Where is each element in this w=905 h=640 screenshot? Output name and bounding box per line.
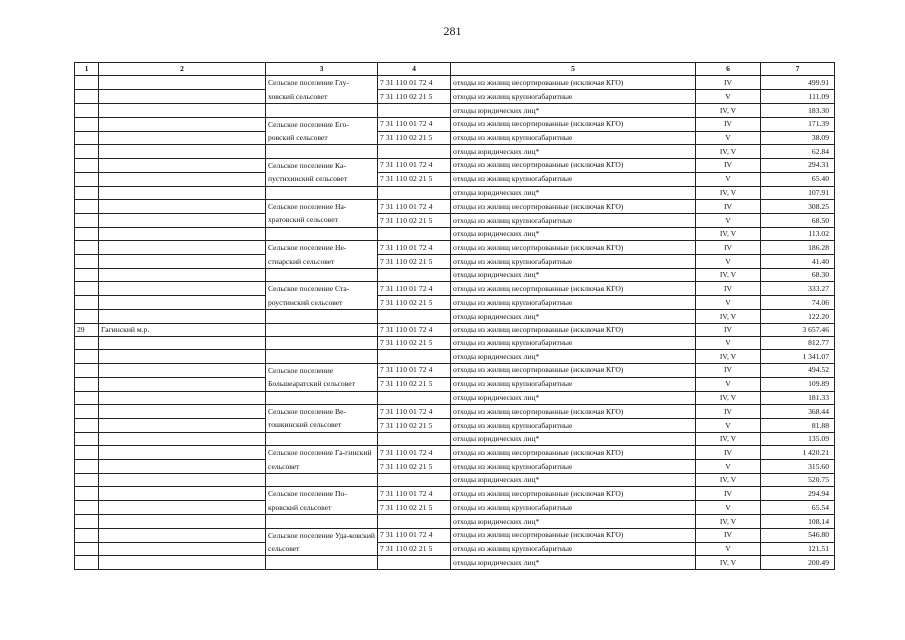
row-number-cell [75, 145, 99, 158]
row-number-cell [75, 90, 99, 104]
row-number-cell [75, 200, 99, 214]
waste-type-cell: отходы юридических лиц* [451, 310, 696, 323]
district-cell [99, 213, 266, 227]
table-row [75, 131, 835, 145]
row-number-cell [75, 104, 99, 117]
district-cell [99, 556, 266, 569]
table-row [75, 255, 835, 269]
table-row [75, 158, 835, 172]
district-cell [99, 377, 266, 391]
hazard-class-cell: IV [696, 282, 761, 296]
district-cell [99, 337, 266, 350]
table-row [75, 213, 835, 227]
amount-cell: 3 657.46 [761, 323, 835, 336]
table-row [75, 501, 835, 515]
settlement-cell [266, 145, 378, 158]
amount-cell: 121.51 [761, 542, 835, 556]
row-number-cell [75, 76, 99, 90]
hazard-class-cell: IV, V [696, 556, 761, 569]
amount-cell: 812.77 [761, 337, 835, 350]
settlement-cell [266, 323, 378, 336]
table-row [75, 418, 835, 432]
table-row [75, 350, 835, 363]
settlement-cell [266, 310, 378, 323]
amount-cell: 65.40 [761, 172, 835, 186]
waste-type-cell: отходы из жилищ несортированные (исключая КГО) [451, 117, 696, 131]
row-number-cell [75, 269, 99, 282]
district-cell [99, 76, 266, 90]
hazard-class-cell: IV [696, 528, 761, 542]
header-cell-5: 5 [451, 63, 696, 76]
code-cell [378, 104, 451, 117]
waste-type-cell: отходы из жилищ крупногабаритные [451, 418, 696, 432]
row-number-cell [75, 487, 99, 501]
amount-cell: 294.31 [761, 158, 835, 172]
waste-table [74, 62, 835, 570]
settlement-cell [266, 350, 378, 363]
settlement-cell: Сельское поселение Га-гинский сельсовет [266, 446, 378, 474]
waste-type-cell: отходы юридических лиц* [451, 186, 696, 199]
waste-type-cell: отходы из жилищ крупногабаритные [451, 172, 696, 186]
table-row [75, 323, 835, 336]
amount-cell: 74.06 [761, 296, 835, 310]
waste-type-cell: отходы юридических лиц* [451, 515, 696, 528]
header-cell-1: 1 [75, 63, 99, 76]
waste-type-cell: отходы из жилищ несортированные (исключая КГО) [451, 241, 696, 255]
waste-type-cell: отходы из жилищ крупногабаритные [451, 255, 696, 269]
amount-cell: 200.49 [761, 556, 835, 569]
row-number-cell [75, 404, 99, 418]
header-cell-4: 4 [378, 63, 451, 76]
waste-type-cell: отходы из жилищ несортированные (исключая КГО) [451, 200, 696, 214]
hazard-class-cell: IV [696, 487, 761, 501]
row-number-cell [75, 432, 99, 445]
hazard-class-cell: V [696, 172, 761, 186]
table-row [75, 186, 835, 199]
code-cell [378, 186, 451, 199]
hazard-class-cell: V [696, 501, 761, 515]
amount-cell: 499.91 [761, 76, 835, 90]
row-number-cell [75, 172, 99, 186]
row-number-cell [75, 241, 99, 255]
table-row [75, 528, 835, 542]
district-cell [99, 227, 266, 240]
code-cell: 7 31 110 02 21 5 [378, 542, 451, 556]
table-row [75, 310, 835, 323]
hazard-class-cell: V [696, 255, 761, 269]
code-cell [378, 350, 451, 363]
hazard-class-cell: IV, V [696, 186, 761, 199]
settlement-cell: Сельское поселение Уда-ковский сельсовет [266, 528, 378, 556]
waste-type-cell: отходы юридических лиц* [451, 104, 696, 117]
hazard-class-cell: IV, V [696, 350, 761, 363]
amount-cell: 315.60 [761, 460, 835, 474]
district-cell [99, 515, 266, 528]
amount-cell: 546.80 [761, 528, 835, 542]
settlement-cell: Сельское поселение Не-стиарский сельсовет [266, 241, 378, 269]
settlement-cell [266, 391, 378, 404]
hazard-class-cell: V [696, 377, 761, 391]
amount-cell: 294.94 [761, 487, 835, 501]
waste-type-cell: отходы из жилищ крупногабаритные [451, 542, 696, 556]
settlement-cell: Сельское поселение На-хратовский сельсовет [266, 200, 378, 228]
code-cell: 7 31 110 01 72 4 [378, 487, 451, 501]
header-cell-6: 6 [696, 63, 761, 76]
code-cell: 7 31 110 01 72 4 [378, 241, 451, 255]
row-number-cell [75, 528, 99, 542]
row-number-cell [75, 377, 99, 391]
row-number-cell [75, 418, 99, 432]
district-cell [99, 391, 266, 404]
code-cell: 7 31 110 01 72 4 [378, 158, 451, 172]
code-cell: 7 31 110 02 21 5 [378, 90, 451, 104]
amount-cell: 1 341.07 [761, 350, 835, 363]
hazard-class-cell: IV [696, 363, 761, 377]
hazard-class-cell: V [696, 296, 761, 310]
waste-type-cell: отходы из жилищ несортированные (исключая КГО) [451, 446, 696, 460]
district-cell [99, 104, 266, 117]
amount-cell: 171.39 [761, 117, 835, 131]
amount-cell: 183.30 [761, 104, 835, 117]
waste-type-cell: отходы из жилищ крупногабаритные [451, 213, 696, 227]
table-row [75, 363, 835, 377]
amount-cell: 494.52 [761, 363, 835, 377]
code-cell: 7 31 110 01 72 4 [378, 76, 451, 90]
district-cell [99, 269, 266, 282]
settlement-cell: Сельское поселение Ста-роустинский сельсовет [266, 282, 378, 310]
code-cell: 7 31 110 01 72 4 [378, 117, 451, 131]
table-row [75, 515, 835, 528]
code-cell: 7 31 110 02 21 5 [378, 255, 451, 269]
waste-type-cell: отходы из жилищ крупногабаритные [451, 296, 696, 310]
hazard-class-cell: V [696, 460, 761, 474]
waste-type-cell: отходы из жилищ несортированные (исключая КГО) [451, 404, 696, 418]
amount-cell: 68.50 [761, 213, 835, 227]
code-cell: 7 31 110 02 21 5 [378, 501, 451, 515]
row-number-cell [75, 515, 99, 528]
district-cell [99, 432, 266, 445]
code-cell [378, 515, 451, 528]
settlement-cell: Сельское поселение Его-ровский сельсовет [266, 117, 378, 145]
header-cell-7: 7 [761, 63, 835, 76]
district-cell [99, 487, 266, 501]
row-number-cell [75, 542, 99, 556]
table-row [75, 337, 835, 350]
page-number: 281 [443, 24, 462, 38]
settlement-cell [266, 104, 378, 117]
row-number-cell [75, 446, 99, 460]
hazard-class-cell: IV [696, 76, 761, 90]
amount-cell: 38.09 [761, 131, 835, 145]
code-cell: 7 31 110 02 21 5 [378, 337, 451, 350]
table-row [75, 556, 835, 569]
row-number-cell [75, 158, 99, 172]
table-row [75, 76, 835, 90]
code-cell: 7 31 110 02 21 5 [378, 172, 451, 186]
code-cell: 7 31 110 01 72 4 [378, 446, 451, 460]
code-cell: 7 31 110 01 72 4 [378, 323, 451, 336]
row-number-cell [75, 501, 99, 515]
waste-type-cell: отходы из жилищ крупногабаритные [451, 131, 696, 145]
table-row [75, 104, 835, 117]
amount-cell: 1 420.21 [761, 446, 835, 460]
district-cell: Гагинский м.р. [99, 323, 266, 336]
waste-type-cell: отходы из жилищ крупногабаритные [451, 501, 696, 515]
header-cell-2: 2 [99, 63, 266, 76]
waste-type-cell: отходы юридических лиц* [451, 227, 696, 240]
waste-type-cell: отходы из жилищ несортированные (исключая КГО) [451, 363, 696, 377]
amount-cell: 135.09 [761, 432, 835, 445]
settlement-cell: Сельское поселение По-кровский сельсовет [266, 487, 378, 515]
row-number-cell [75, 227, 99, 240]
hazard-class-cell: IV, V [696, 104, 761, 117]
row-number-cell [75, 556, 99, 569]
waste-type-cell: отходы из жилищ несортированные (исключая КГО) [451, 282, 696, 296]
hazard-class-cell: IV [696, 404, 761, 418]
waste-type-cell: отходы юридических лиц* [451, 269, 696, 282]
table-row [75, 145, 835, 158]
settlement-cell: Сельское поселение Ве-тошкинский сельсовет [266, 404, 378, 432]
district-cell [99, 446, 266, 460]
code-cell: 7 31 110 02 21 5 [378, 131, 451, 145]
settlement-cell [266, 515, 378, 528]
amount-cell: 109.89 [761, 377, 835, 391]
settlement-cell [266, 556, 378, 569]
row-number-cell [75, 350, 99, 363]
waste-type-cell: отходы юридических лиц* [451, 474, 696, 487]
code-cell [378, 145, 451, 158]
hazard-class-cell: V [696, 418, 761, 432]
settlement-cell [266, 227, 378, 240]
amount-cell: 333.27 [761, 282, 835, 296]
row-number-cell: 29 [75, 323, 99, 336]
row-number-cell [75, 363, 99, 377]
district-cell [99, 145, 266, 158]
amount-cell: 181.33 [761, 391, 835, 404]
settlement-cell: Сельское поселение Глу-ховский сельсовет [266, 76, 378, 104]
waste-type-cell: отходы юридических лиц* [451, 350, 696, 363]
settlement-cell [266, 432, 378, 445]
settlement-cell [266, 186, 378, 199]
row-number-cell [75, 474, 99, 487]
hazard-class-cell: IV [696, 117, 761, 131]
row-number-cell [75, 186, 99, 199]
waste-type-cell: отходы из жилищ крупногабаритные [451, 377, 696, 391]
code-cell [378, 432, 451, 445]
code-cell: 7 31 110 02 21 5 [378, 296, 451, 310]
code-cell: 7 31 110 01 72 4 [378, 404, 451, 418]
table-row [75, 432, 835, 445]
table-row [75, 446, 835, 460]
row-number-cell [75, 213, 99, 227]
code-cell: 7 31 110 02 21 5 [378, 460, 451, 474]
amount-cell: 111.09 [761, 90, 835, 104]
hazard-class-cell: IV, V [696, 391, 761, 404]
row-number-cell [75, 255, 99, 269]
row-number-cell [75, 117, 99, 131]
table-row [75, 172, 835, 186]
district-cell [99, 542, 266, 556]
code-cell [378, 391, 451, 404]
hazard-class-cell: IV [696, 446, 761, 460]
table-row [75, 90, 835, 104]
waste-type-cell: отходы из жилищ несортированные (исключая КГО) [451, 323, 696, 336]
hazard-class-cell: IV, V [696, 310, 761, 323]
row-number-cell [75, 131, 99, 145]
hazard-class-cell: IV [696, 241, 761, 255]
district-cell [99, 158, 266, 172]
district-cell [99, 282, 266, 296]
table-header-row [75, 63, 835, 76]
row-number-cell [75, 296, 99, 310]
hazard-class-cell: V [696, 337, 761, 350]
code-cell: 7 31 110 02 21 5 [378, 418, 451, 432]
district-cell [99, 418, 266, 432]
code-cell: 7 31 110 01 72 4 [378, 528, 451, 542]
table-row [75, 241, 835, 255]
waste-type-cell: отходы юридических лиц* [451, 145, 696, 158]
code-cell: 7 31 110 02 21 5 [378, 213, 451, 227]
amount-cell: 122.20 [761, 310, 835, 323]
table-row [75, 474, 835, 487]
amount-cell: 65.54 [761, 501, 835, 515]
district-cell [99, 255, 266, 269]
district-cell [99, 296, 266, 310]
amount-cell: 62.84 [761, 145, 835, 158]
table-body [75, 76, 835, 569]
amount-cell: 520.75 [761, 474, 835, 487]
header-cell-3: 3 [266, 63, 378, 76]
code-cell [378, 269, 451, 282]
code-cell [378, 310, 451, 323]
table-row [75, 282, 835, 296]
table-row [75, 377, 835, 391]
code-cell [378, 556, 451, 569]
waste-type-cell: отходы из жилищ крупногабаритные [451, 337, 696, 350]
district-cell [99, 310, 266, 323]
amount-cell: 186.28 [761, 241, 835, 255]
table-row [75, 487, 835, 501]
row-number-cell [75, 282, 99, 296]
row-number-cell [75, 460, 99, 474]
settlement-cell [266, 474, 378, 487]
row-number-cell [75, 310, 99, 323]
amount-cell: 68.30 [761, 269, 835, 282]
hazard-class-cell: IV, V [696, 515, 761, 528]
waste-type-cell: отходы из жилищ несортированные (исключая КГО) [451, 76, 696, 90]
hazard-class-cell: IV, V [696, 432, 761, 445]
district-cell [99, 241, 266, 255]
district-cell [99, 172, 266, 186]
table-row [75, 460, 835, 474]
table-row [75, 227, 835, 240]
hazard-class-cell: IV, V [696, 227, 761, 240]
waste-type-cell: отходы из жилищ несортированные (исключая КГО) [451, 528, 696, 542]
waste-type-cell: отходы из жилищ крупногабаритные [451, 90, 696, 104]
settlement-cell: Сельское поселение Ка-пустихинский сельсовет [266, 158, 378, 186]
waste-type-cell: отходы из жилищ несортированные (исключая КГО) [451, 158, 696, 172]
amount-cell: 368.44 [761, 404, 835, 418]
amount-cell: 108.14 [761, 515, 835, 528]
hazard-class-cell: V [696, 131, 761, 145]
table-row [75, 391, 835, 404]
settlement-cell [266, 337, 378, 350]
waste-type-cell: отходы из жилищ крупногабаритные [451, 460, 696, 474]
hazard-class-cell: V [696, 90, 761, 104]
district-cell [99, 200, 266, 214]
code-cell: 7 31 110 01 72 4 [378, 200, 451, 214]
amount-cell: 107.91 [761, 186, 835, 199]
hazard-class-cell: V [696, 213, 761, 227]
hazard-class-cell: IV [696, 200, 761, 214]
hazard-class-cell: V [696, 542, 761, 556]
code-cell: 7 31 110 01 72 4 [378, 363, 451, 377]
code-cell [378, 474, 451, 487]
waste-type-cell: отходы юридических лиц* [451, 432, 696, 445]
waste-type-cell: отходы из жилищ несортированные (исключая КГО) [451, 487, 696, 501]
hazard-class-cell: IV, V [696, 145, 761, 158]
table-row [75, 404, 835, 418]
table-row [75, 200, 835, 214]
district-cell [99, 501, 266, 515]
code-cell [378, 227, 451, 240]
settlement-cell [266, 269, 378, 282]
hazard-class-cell: IV, V [696, 269, 761, 282]
hazard-class-cell: IV [696, 323, 761, 336]
settlement-cell: Сельское поселение Большеаратский сельсовет [266, 363, 378, 391]
district-cell [99, 131, 266, 145]
district-cell [99, 460, 266, 474]
district-cell [99, 186, 266, 199]
district-cell [99, 404, 266, 418]
amount-cell: 308.25 [761, 200, 835, 214]
code-cell: 7 31 110 02 21 5 [378, 377, 451, 391]
district-cell [99, 363, 266, 377]
amount-cell: 113.02 [761, 227, 835, 240]
row-number-cell [75, 391, 99, 404]
waste-type-cell: отходы юридических лиц* [451, 391, 696, 404]
table-row [75, 117, 835, 131]
district-cell [99, 474, 266, 487]
district-cell [99, 528, 266, 542]
table-row [75, 542, 835, 556]
district-cell [99, 90, 266, 104]
hazard-class-cell: IV, V [696, 474, 761, 487]
row-number-cell [75, 337, 99, 350]
district-cell [99, 350, 266, 363]
district-cell [99, 117, 266, 131]
amount-cell: 41.40 [761, 255, 835, 269]
table-row [75, 269, 835, 282]
hazard-class-cell: IV [696, 158, 761, 172]
table-row [75, 296, 835, 310]
code-cell: 7 31 110 01 72 4 [378, 282, 451, 296]
amount-cell: 81.88 [761, 418, 835, 432]
waste-type-cell: отходы юридических лиц* [451, 556, 696, 569]
